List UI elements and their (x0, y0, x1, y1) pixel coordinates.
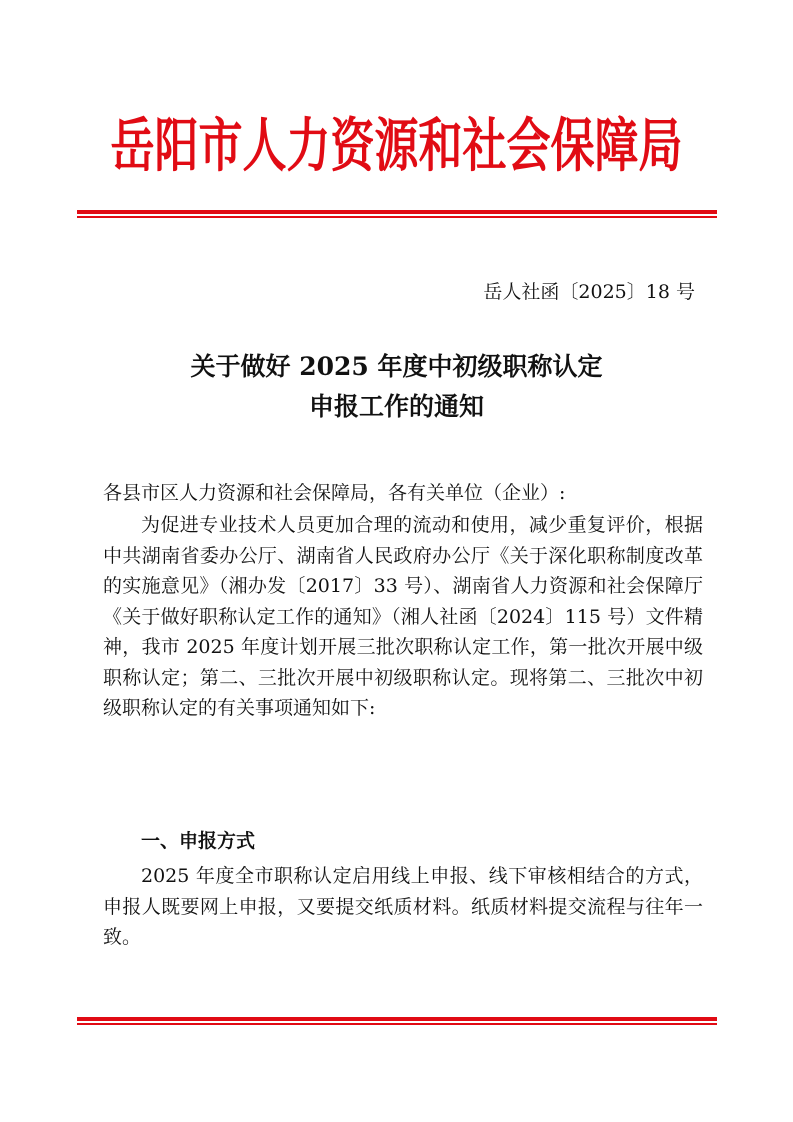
body-paragraph-1: 为促进专业技术人员更加合理的流动和使用，减少重复评价，根据中共湖南省委办公厅、湖南省人民政府办公厅《关于深化职称制度改革的实施意见》（湘办发〔2017〕33 号）、湖南省人力资源和社会保障厅《关于做好职称认定工作的通知》（湘人社函〔2024〕115 号）文件精神，我市 2025 年度计划开展三批次职称认定工作，第一批次开展中级职称认定；第二、三批次开展中初级职称认定。现将第二、三批次中初级职称认定的有关事项通知如下: (103, 514, 703, 719)
salutation: 各县市区人力资源和社会保障局，各有关单位（企业）: (103, 482, 566, 504)
document-title-line-1: 关于做好 2025 年度中初级职称认定 (190, 352, 603, 381)
section-1-paragraph: 2025 年度全市职称认定启用线上申报、线下审核相结合的方式，申报人既要网上申报，又要提交纸质材料。纸质材料提交流程与往年一致。 (103, 865, 703, 948)
divider-thin-line (77, 216, 717, 218)
section-heading-1: 一、申报方式 (141, 830, 256, 852)
document-number: 岳人社函〔2025〕18 号 (483, 281, 695, 303)
letterhead-org-name: 岳阳市人力资源和社会保障局 (110, 112, 683, 181)
footer-divider (77, 1017, 717, 1025)
document-title-line-2: 申报工作的通知 (308, 392, 484, 421)
footer-divider-thin-line (77, 1023, 717, 1025)
letterhead-divider (77, 210, 717, 218)
